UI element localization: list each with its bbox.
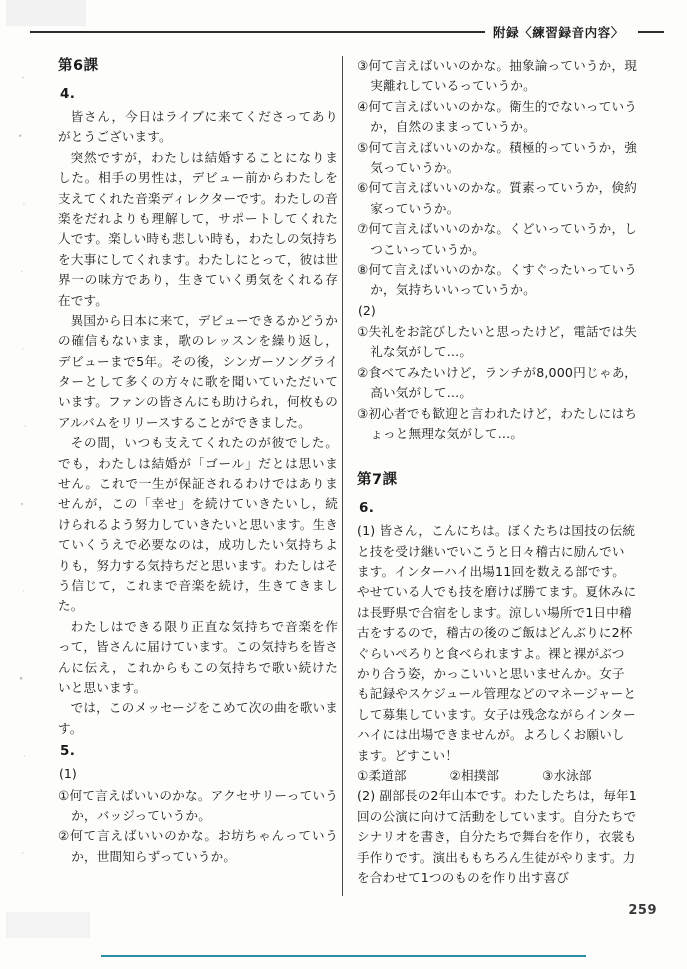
paragraph: では，このメッセージをこめて次の曲を歌います。: [58, 700, 338, 736]
list-item: ⑥何て言えばいいのかな。質素っていうか，倹約家っていうか。: [357, 180, 637, 216]
running-head: [30, 22, 664, 42]
list-item: ⑤何て言えばいいのかな。積極的っていうか，強気っていうか。: [357, 139, 637, 175]
right-column: [357, 56, 637, 896]
running-head-rule-left: [30, 31, 485, 33]
running-head-rule-right: [638, 31, 664, 33]
exercise-group-2: (2): [358, 302, 376, 318]
paragraph: (1) 皆さん，こんにちは。ぼくたちは国技の伝統と技を受け継いでいこうと日々稽古に励んでいます。インターハイ出場11回を数える部です。やせている人でも技を磨けば勝てます。夏休みには長野県で合宿をします。涼しい場所で1日中稽古をするので，稽古の後のご飯はどんぶりに2杯ぐらいぺろりと食べられますよ。裸と裸がぶつかり合う姿，かっこいいと思いませんか。女子も記録やスケジュール管理などのマネージャーとして募集しています。女子は残念ながらインターハイには出場できませんが。よろしくお願いします。どすこい！: [357, 523, 637, 763]
choice-option-2: ②相撲部: [449, 767, 500, 783]
scan-shadow-bottom-left: [6, 912, 90, 938]
choice-option-3: ③水泳部: [542, 767, 592, 783]
list-item: ②食べてみたいけど，ランチが8,000円じゃあ，高い気がして…。: [357, 364, 637, 401]
paragraph: わたしはできる限り正直な気持ちで音楽を作って，皆さんに届けています。この気持ちを皆さんに伝え，これからもこの気持ちで歌い続けたいと思います。: [58, 618, 338, 695]
list-item: ⑧何て言えばいいのかな。くすぐったいっていうか，気持ちいいっていうか。: [357, 261, 637, 298]
paragraph: その間，いつも支えてくれたのが彼でした。でも，わたしは結婚が「ゴール」だとは思いません。これで一生が保証されるわけではありませんが，この「幸せ」を続けていきたいし，続けられるよう努力していきたいと思います。生きていくうえで必要なのは，成功したい気持ちよりも，努力する気持ちだと思います。わたしはそう信じて，これまで音楽を続け，生きてきました。: [58, 435, 338, 614]
page-number: 259: [628, 903, 657, 918]
list-item: ①失礼をお詫びしたいと思ったけど，電話では失礼な気がして…。: [357, 323, 637, 360]
list-item: ②何て言えばいいのかな。お坊ちゃんっていうか，世間知らずっていうか。: [58, 828, 338, 864]
exercise-number-4: 4.: [60, 85, 76, 102]
exercise-number-6: 6.: [359, 500, 375, 517]
section-spacer: [357, 444, 637, 470]
paragraph: 突然ですが，わたしは結婚することになりました。相手の男性は，デビュー前からわたしを支えてくれた音楽ディレクターです。わたしの音楽をだれよりも理解して，サポートしてくれた人です。楽しい時も悲しい時も，わたしの気持ちを大事にしてくれます。わたしにとって，彼は世界一の味方であり，生きていく勇気をくれる存在です。: [58, 149, 338, 308]
column-divider-rule: [342, 56, 343, 896]
paragraph: 異国から日本に来て，デビューできるかどうかの確信もないまま，歌のレッスンを繰り返し，デビューまで5年。その後，シンガーソングライターとして多くの方々に歌を聞いていただいています。ファンの皆さんにも助けられ，何枚ものアルバムをリリースすることができました。: [58, 312, 338, 430]
exercise-number-5: 5.: [60, 743, 76, 760]
bottom-scan-rule: [101, 955, 586, 957]
list-item: ①何て言えばいいのかな。アクセサリーっていうか，バッジっていうか。: [58, 787, 338, 823]
list-item: ③初心者でも歓迎と言われたけど，わたしにはちょっと無理な気がして…。: [357, 405, 637, 441]
lesson-heading-7: 第7課: [357, 472, 398, 489]
list-item: ④何て言えばいいのかな。衛生的でないっていうか，自然のままっていうか。: [357, 98, 637, 135]
paragraph: (2) 副部長の2年山本です。わたしたちは，毎年1回の公演に向けて活動をしています。自分たちでシナリオを書き，自分たちで舞台を作り，衣裳も手作りです。演出ももちろん生徒がやります。力を合わせて1つのものを作り出す喜び: [357, 788, 637, 885]
paragraph: 皆さん，今日はライブに来てくださってありがとうございます。: [58, 109, 338, 145]
list-item: ③何て言えばいいのかな。抽象論っていうか，現実離れしているっていうか。: [357, 58, 637, 94]
choice-option-1: ①柔道部: [357, 767, 407, 783]
exercise-group-1: (1): [59, 766, 77, 782]
running-head-title: 附録〈練習録音内容〉: [492, 25, 624, 40]
left-column: [58, 56, 338, 896]
two-column-body: [0, 56, 687, 896]
lesson-heading-6: 第6課: [58, 58, 99, 74]
list-item: ⑦何て言えばいいのかな。くどいっていうか，しつこいっていうか。: [357, 221, 637, 257]
choice-row: [357, 766, 637, 786]
